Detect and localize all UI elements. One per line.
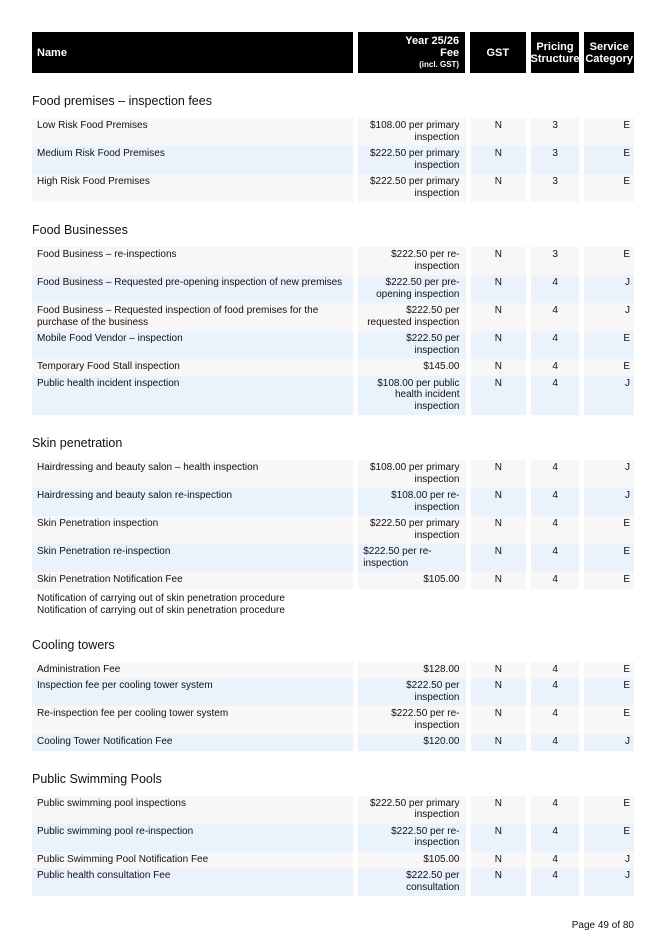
row-gst: N [471,706,527,734]
row-fee: $105.00 [358,852,465,869]
row-fee: $108.00 per re-inspection [358,488,465,516]
row-name: Public swimming pool re-inspection [32,824,353,852]
header-fee-line1: Year 25/26 [405,34,460,47]
row-gst: N [471,488,527,516]
table-row [32,734,634,751]
row-gst: N [471,824,527,852]
table-row [32,376,634,416]
note-line: Notification of carrying out of skin penetration procedure [37,604,285,616]
row-pricing: 4 [531,662,579,679]
table-row [32,544,634,572]
row-name: Administration Fee [32,662,353,679]
row-name: Public Swimming Pool Notification Fee [32,852,353,869]
row-pricing: 4 [531,868,579,896]
row-gst: N [471,331,527,359]
row-fee: $222.50 per re-inspection [358,544,465,572]
row-pricing: 4 [531,734,579,751]
row-gst: N [471,146,527,174]
row-fee: $222.50 per pre-opening inspection [358,275,465,303]
table-header [32,32,634,73]
row-category: E [584,572,634,589]
row-fee: $222.50 per requested inspection [358,303,465,331]
row-category: J [584,868,634,896]
row-pricing: 4 [531,488,579,516]
row-name: Skin Penetration inspection [32,516,353,544]
row-category: E [584,146,634,174]
row-name: Hairdressing and beauty salon – health inspection [32,460,353,488]
row-fee: $222.50 per inspection [358,678,465,706]
row-fee: $222.50 per primary inspection [358,796,465,824]
header-service-line1: Service [589,40,629,53]
table-row [32,460,634,488]
row-gst: N [471,678,527,706]
table-row [32,852,634,869]
section-title-food-premises: Food premises – inspection fees [32,94,212,108]
row-fee: $222.50 per primary inspection [358,174,465,202]
table-row [32,572,634,589]
row-gst: N [471,460,527,488]
row-gst: N [471,516,527,544]
row-category: J [584,303,634,331]
row-pricing: 3 [531,118,579,146]
section-title-cooling-towers: Cooling towers [32,637,115,652]
header-fee [358,32,465,73]
table-row [32,303,634,331]
header-fee-line3: (incl. GST) [419,59,460,69]
row-pricing: 4 [531,706,579,734]
row-category: J [584,460,634,488]
row-category: J [584,376,634,416]
section-title-swimming-pools: Public Swimming Pools [32,771,162,786]
row-pricing: 4 [531,359,579,376]
row-category: E [584,544,634,572]
row-name: Temporary Food Stall inspection [32,359,353,376]
row-gst: N [471,572,527,589]
header-name [32,32,353,73]
row-name: Food Business – re-inspections [32,247,353,275]
table-row [32,174,634,202]
row-pricing: 3 [531,146,579,174]
row-fee: $222.50 per consultation [358,868,465,896]
row-category: E [584,118,634,146]
row-fee: $222.50 per re-inspection [358,706,465,734]
row-name: Hairdressing and beauty salon re-inspection [32,488,353,516]
row-pricing: 4 [531,516,579,544]
table-row [32,247,634,275]
table-row [32,678,634,706]
row-fee: $105.00 [358,572,465,589]
row-category: J [584,488,634,516]
row-name: Mobile Food Vendor – inspection [32,331,353,359]
row-pricing: 4 [531,376,579,416]
table-row [32,706,634,734]
row-fee: $145.00 [358,359,465,376]
row-name: Public swimming pool inspections [32,796,353,824]
table-row [32,796,634,824]
row-category: E [584,247,634,275]
table-row [32,662,634,679]
table-row [32,118,634,146]
header-service-line2: Category [585,52,634,65]
row-category: E [584,706,634,734]
row-name: High Risk Food Premises [32,174,353,202]
row-pricing: 4 [531,796,579,824]
row-category: E [584,824,634,852]
row-pricing: 4 [531,460,579,488]
row-name: Food Business – Requested inspection of food premises for the purchase of the business [32,303,353,331]
row-pricing: 4 [531,824,579,852]
row-fee: $120.00 [358,734,465,751]
header-name-label: Name [37,46,67,59]
row-name: Skin Penetration re-inspection [32,544,353,572]
table-row [32,331,634,359]
row-name: Cooling Tower Notification Fee [32,734,353,751]
row-category: E [584,331,634,359]
table-row [32,359,634,376]
row-gst: N [471,376,527,416]
section-title-skin-penetration: Skin penetration [32,436,123,450]
row-gst: N [471,118,527,146]
row-name: Low Risk Food Premises [32,118,353,146]
row-name: Public health incident inspection [32,376,353,416]
row-gst: N [471,544,527,572]
table-row [32,824,634,852]
section-title-food-businesses: Food Businesses [32,223,128,237]
row-category: E [584,662,634,679]
row-pricing: 4 [531,275,579,303]
row-fee: $222.50 per re-inspection [358,247,465,275]
header-gst [470,32,525,73]
row-category: J [584,852,634,869]
row-pricing: 4 [531,572,579,589]
row-gst: N [471,868,527,896]
header-pricing-line2: Structure [530,52,580,65]
row-gst: N [471,796,527,824]
row-gst: N [471,174,527,202]
row-pricing: 4 [531,544,579,572]
row-pricing: 4 [531,331,579,359]
row-gst: N [471,303,527,331]
row-gst: N [471,359,527,376]
row-category: J [584,734,634,751]
table-row [32,516,634,544]
row-pricing: 3 [531,247,579,275]
row-name: Re-inspection fee per cooling tower system [32,706,353,734]
header-gst-label: GST [486,46,510,59]
row-gst: N [471,662,527,679]
row-category: E [584,796,634,824]
row-name: Medium Risk Food Premises [32,146,353,174]
row-gst: N [471,734,527,751]
table-row [32,146,634,174]
header-pricing-line1: Pricing [536,40,574,53]
table-row [32,488,634,516]
page-number: Page 49 of 80 [571,920,634,931]
row-category: E [584,678,634,706]
header-fee-line2: Fee [440,46,460,59]
row-pricing: 4 [531,852,579,869]
row-pricing: 3 [531,174,579,202]
row-name: Public health consultation Fee [32,868,353,896]
row-name: Food Business – Requested pre-opening inspection of new premises [32,275,353,303]
row-name: Inspection fee per cooling tower system [32,678,353,706]
row-fee: $128.00 [358,662,465,679]
row-category: E [584,174,634,202]
fee-schedule-page [32,32,634,896]
row-gst: N [471,247,527,275]
row-pricing: 4 [531,678,579,706]
table-row [32,275,634,303]
row-category: E [584,516,634,544]
table-row [32,868,634,896]
row-fee: $222.50 per primary inspection [358,146,465,174]
skin-penetration-notes [32,589,634,617]
row-fee: $108.00 per primary inspection [358,118,465,146]
row-category: J [584,275,634,303]
row-fee: $108.00 per primary inspection [358,460,465,488]
row-pricing: 4 [531,303,579,331]
row-category: E [584,359,634,376]
row-fee: $222.50 per inspection [358,331,465,359]
row-gst: N [471,852,527,869]
row-fee: $222.50 per re-inspection [358,824,465,852]
row-fee: $108.00 per public health incident inspection [358,376,465,416]
row-name: Skin Penetration Notification Fee [32,572,353,589]
header-pricing-structure [531,32,580,73]
header-service-category [584,32,634,73]
row-fee: $222.50 per primary inspection [358,516,465,544]
row-gst: N [471,275,527,303]
note-line: Notification of carrying out of skin penetration procedure [37,592,285,604]
